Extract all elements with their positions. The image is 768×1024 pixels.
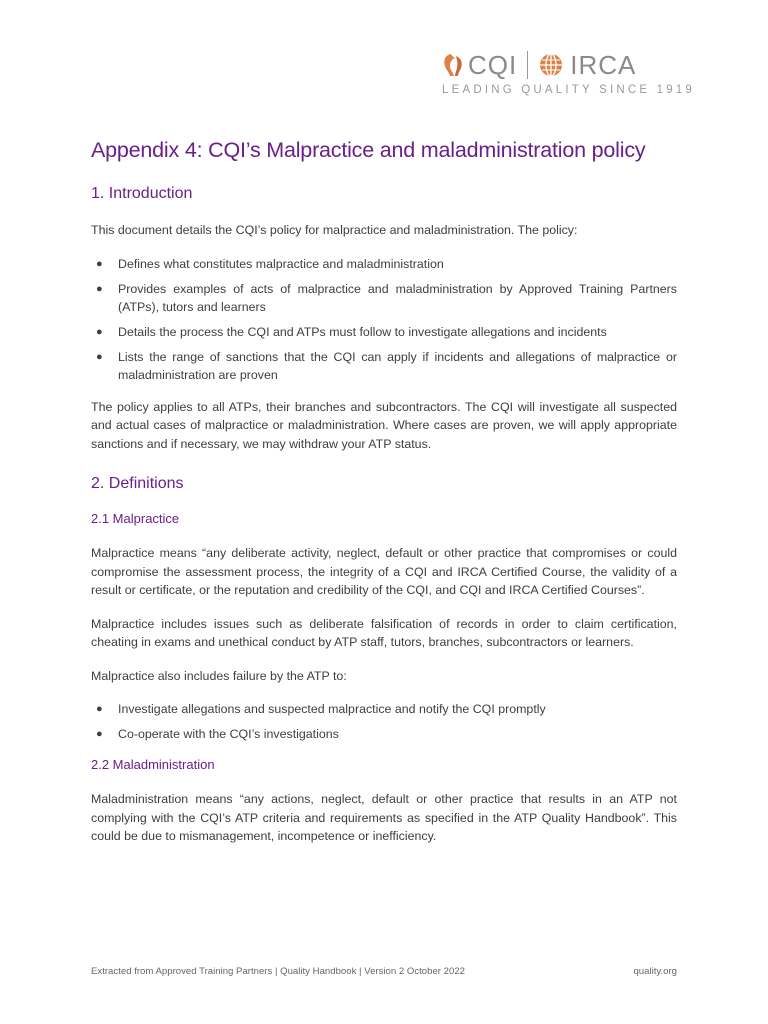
irca-globe-icon: [538, 52, 564, 78]
document-body: [91, 138, 677, 861]
list-item: ● Details the process the CQI and ATPs must follow to investigate allegations and incidents: [96, 324, 607, 339]
intro-closing-paragraph: The policy applies to all ATPs, their branches and subcontractors. The CQI will investigate all suspected and actual cases of malpractice or maladministration. Where cases are proven, we will apply appropriate sanctions and if necessary, we may withdraw your ATP status.: [91, 399, 677, 451]
bullet-icon: ●: [96, 728, 103, 740]
bullet-icon: ●: [96, 350, 103, 363]
malpractice-bullet-list: [91, 700, 677, 743]
cqi-irca-logo: [442, 48, 695, 104]
list-item: ● Co-operate with the CQI’s investigations: [96, 727, 339, 741]
footer-source-text: Extracted from Approved Training Partners | Quality Handbook | Version 2 October 2022: [91, 966, 466, 977]
logo-cqi-text: CQI: [468, 49, 518, 80]
logo-tagline: LEADING QUALITY SINCE 1919: [442, 84, 695, 96]
subsection-heading-maladministration: 2.2 Maladministration: [91, 757, 215, 772]
page-footer: [91, 966, 677, 977]
subsection-heading-malpractice: 2.1 Malpractice: [91, 511, 180, 526]
bullet-icon: ●: [96, 257, 103, 270]
malpractice-failure-paragraph: Malpractice also includes failure by the ATP to:: [91, 668, 347, 683]
bullet-icon: ●: [96, 282, 103, 295]
list-item: ● Lists the range of sanctions that the CQI can apply if incidents and allegations of malpractice or maladministration are proven: [96, 349, 677, 382]
list-item: ● Defines what constitutes malpractice and maladministration: [96, 256, 444, 271]
page-title: Appendix 4: CQI’s Malpractice and maladministration policy: [91, 138, 646, 162]
section-heading-introduction: 1. Introduction: [91, 185, 193, 202]
bullet-icon: ●: [96, 703, 103, 715]
maladministration-definition-paragraph: Maladministration means “any actions, neglect, default or other practice that results in an ATP not complying with the CQI’s ATP criteria and requirements as specified in the ATP Quality Handbook”. This could be due to mismanagement, incompetence or inefficiency.: [91, 792, 677, 843]
intro-lead-paragraph: This document details the CQI’s policy for malpractice and maladministration. The policy:: [91, 223, 578, 237]
intro-bullet-list: [91, 255, 677, 384]
footer-website-text: quality.org: [633, 966, 677, 977]
section-heading-definitions: 2. Definitions: [91, 475, 184, 492]
malpractice-issues-paragraph: Malpractice includes issues such as deliberate falsification of records in order to claim certification, cheating in exams and unethical conduct by ATP staff, tutors, branches, subcontractors or learners.: [91, 616, 677, 649]
bullet-icon: ●: [96, 325, 103, 338]
logo-irca-text: IRCA: [570, 49, 637, 80]
list-item: ● Investigate allegations and suspected malpractice and notify the CQI promptly: [96, 702, 546, 716]
logo-divider: [527, 51, 528, 79]
malpractice-definition-paragraph: Malpractice means “any deliberate activity, neglect, default or other practice that compromises or could compromise the assessment process, the integrity of a CQI and IRCA Certified Course, the validity of a result or certificate, or the reputation and credibility of the CQI, and CQI and IRCA Certified Courses”.: [91, 546, 677, 597]
list-item: ● Provides examples of acts of malpractice and maladministration by Approved Training Partners (ATPs), tutors and learners: [96, 281, 677, 314]
cqi-head-mark-icon: [442, 52, 464, 78]
